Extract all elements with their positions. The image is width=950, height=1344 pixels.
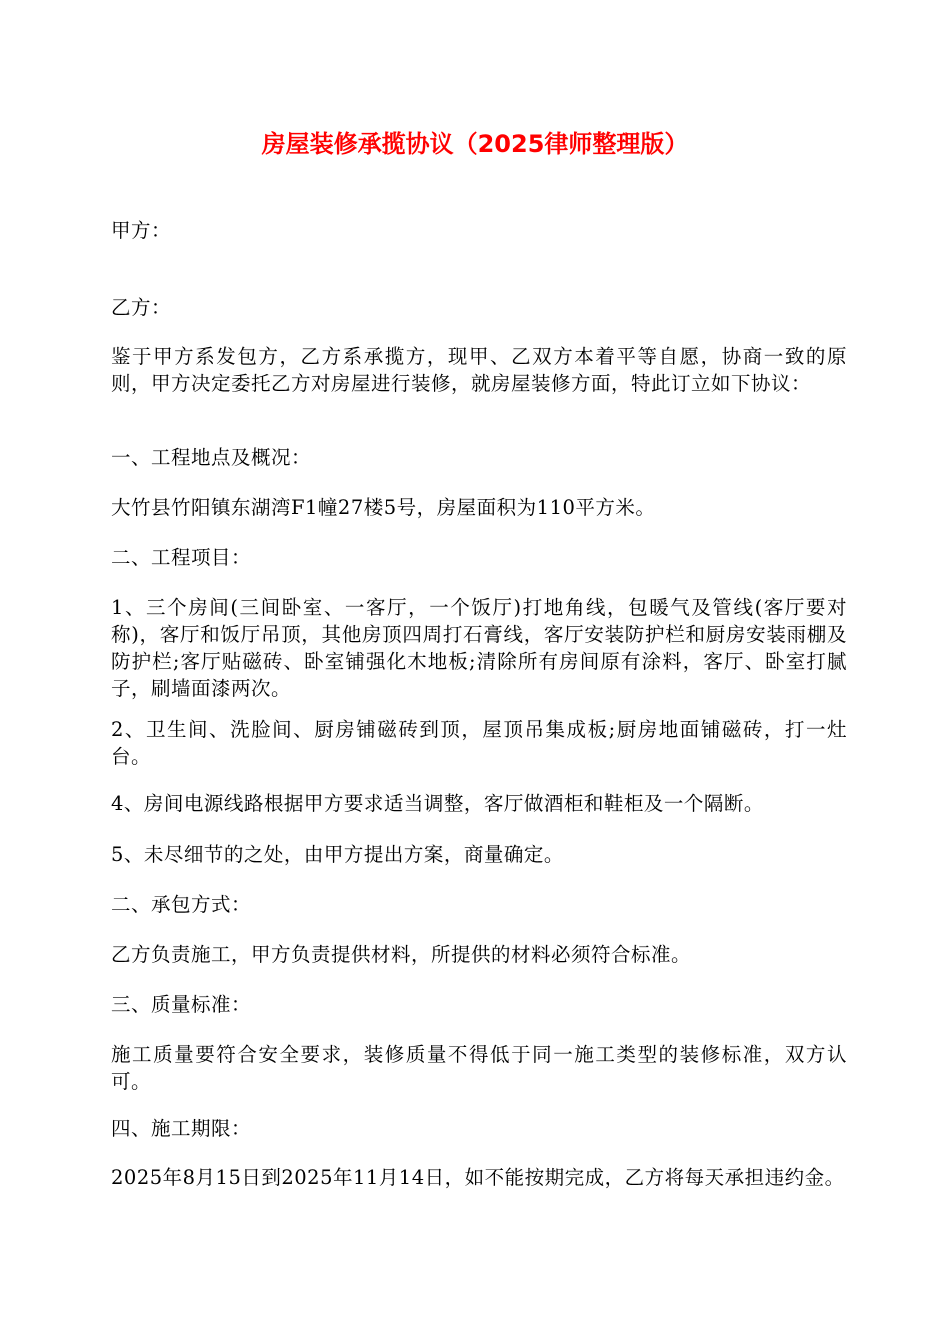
section-1-heading: 一、工程地点及概况：: [111, 446, 312, 469]
section-5-heading: 四、施工期限：: [111, 1117, 252, 1140]
section-1-body: 大竹县竹阳镇东湖湾F1幢27楼5号，房屋面积为110平方米。: [111, 496, 656, 519]
preamble-paragraph: 鉴于甲方系发包方，乙方系承揽方，现甲、乙双方本着平等自愿，协商一致的原则，甲方决定委托乙方对房屋进行装修，就房屋装修方面，特此订立如下协议：: [111, 345, 847, 395]
document-title: 房屋装修承揽协议（2025律师整理版）: [261, 130, 689, 158]
project-item-1: 1、三个房间(三间卧室、一客厅，一个饭厅)打地角线，包暖气及管线(客厅要对称)，客厅和饭厅吊顶，其他房顶四周打石膏线，客厅安装防护栏和厨房安装雨棚及防护栏;客厅贴磁砖、卧室铺强化木地板;清除所有房间原有涂料，客厅、卧室打腻子，刷墙面漆两次。: [111, 596, 847, 700]
section-4-heading: 三、质量标准：: [111, 993, 252, 1016]
section-2-heading: 二、工程项目：: [111, 546, 252, 569]
project-item-5: 5、未尽细节的之处，由甲方提出方案，商量确定。: [111, 843, 564, 866]
section-5-body: 2025年8月15日到2025年11月14日，如不能按期完成，乙方将每天承担违约金。: [111, 1166, 845, 1189]
section-3-heading: 二、承包方式：: [111, 893, 252, 916]
section-3-body: 乙方负责施工，甲方负责提供材料，所提供的材料必须符合标准。: [111, 943, 692, 966]
party-b-label: 乙方：: [111, 296, 172, 319]
party-a-label: 甲方：: [111, 219, 172, 242]
project-item-2: 2、卫生间、洗脸间、厨房铺磁砖到顶，屋顶吊集成板;厨房地面铺磁砖，打一灶台。: [111, 718, 847, 768]
section-4-body: 施工质量要符合安全要求，装修质量不得低于同一施工类型的装修标准，双方认可。: [111, 1043, 847, 1093]
project-item-4: 4、房间电源线路根据甲方要求适当调整，客厅做酒柜和鞋柜及一个隔断。: [111, 792, 764, 815]
